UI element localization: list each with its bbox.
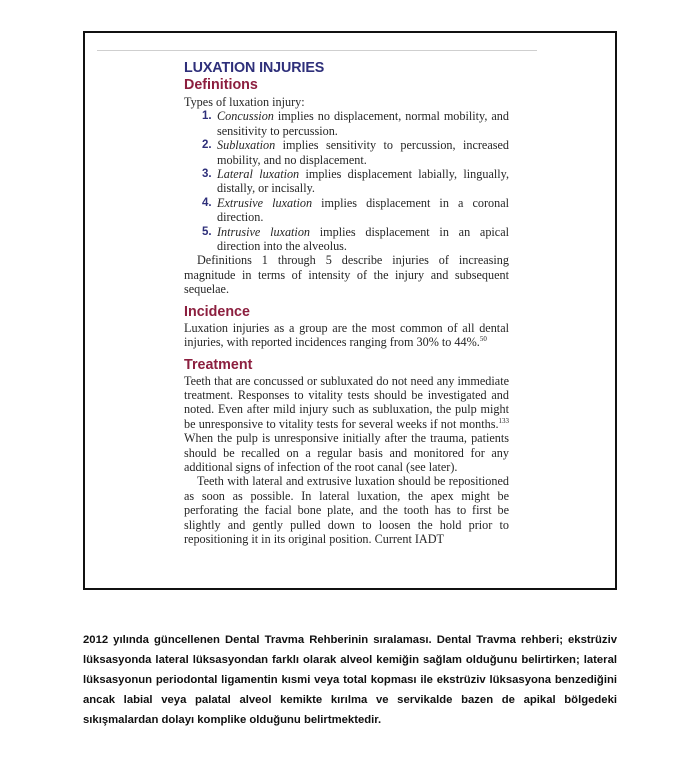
- book-page-image: [83, 31, 617, 590]
- incidence-paragraph: [184, 321, 509, 350]
- list-number: 5.: [202, 225, 212, 238]
- definitions-heading: Definitions: [184, 77, 258, 93]
- term: Intrusive luxation: [217, 224, 311, 239]
- reference-superscript: 133: [498, 416, 509, 425]
- definitions-lead: Types of luxation injury:: [184, 95, 305, 109]
- list-number: 4.: [202, 196, 212, 209]
- reference-superscript: 50: [479, 335, 487, 344]
- list-item: [184, 167, 509, 196]
- book-page-content: [184, 60, 509, 546]
- term: Subluxation: [217, 138, 276, 153]
- treatment-paragraph-1: [184, 374, 509, 475]
- luxation-types-list: [184, 109, 509, 253]
- incidence-text: Luxation injuries as a group are the most common of all dental injuries, with reported incidences ranging from 30% to 44%.: [184, 320, 509, 350]
- list-item: [184, 138, 509, 167]
- term-description: implies displacement in an apical direction into the alveolus.: [217, 224, 510, 254]
- list-number: 1.: [202, 110, 212, 123]
- treatment-heading: Treatment: [184, 356, 253, 373]
- list-number: 3.: [202, 168, 212, 181]
- list-item: [184, 109, 509, 138]
- term-description: implies displacement labially, lingually, distally, or incisally.: [217, 167, 509, 196]
- term-description: implies displacement in a coronal direction.: [217, 195, 510, 225]
- list-item: [184, 196, 509, 225]
- list-number: 2.: [202, 139, 212, 152]
- treatment-text-a: Teeth that are concussed or subluxated do not need any immediate treatment. Responses to vitality tests should be investigated and noted. Even after mild injury such as subluxation, the pulp might be unresponsive to vitality tests for several weeks if not months.: [184, 373, 509, 431]
- treatment-text-b: When the pulp is unresponsive initially after the trauma, patients should be recalled on a regular basis and monitored for any additional signs of infection of the root canal (see later).: [184, 431, 509, 474]
- chapter-title: LUXATION INJURIES: [184, 60, 325, 76]
- incidence-heading: Incidence: [184, 303, 250, 320]
- list-item: [184, 225, 509, 254]
- term: Lateral luxation: [217, 167, 300, 182]
- definitions-closing: Definitions 1 through 5 describe injuries of increasing magnitude in terms of intensity of the injury and subsequent sequelae.: [184, 253, 509, 297]
- term-description: implies sensitivity to percussion, increased mobility, and no displacement.: [217, 138, 509, 167]
- page-top-rule: [97, 50, 537, 51]
- treatment-paragraph-2: Teeth with lateral and extrusive luxation should be repositioned as soon as possible. In lateral luxation, the apex might be perforating the facial bone plate, and the tooth has to first be slightly and gently pulled down to loosen the hold prior to repositioning it in its original position. Current IADT: [184, 474, 509, 546]
- term: Extrusive luxation: [217, 195, 313, 210]
- term-description: implies no displacement, normal mobility, and sensitivity to percussion.: [217, 109, 509, 138]
- figure-caption: 2012 yılında güncellenen Dental Travma Rehberinin sıralaması. Dental Travma rehberi; ekstrüziv lüksasyonda lateral lüksasyondan farklı olarak alveol kemiğin sağlam olduğunu belirtirken; lateral lüksasyonun periodontal ligamentin kısmi veya total kopması ile ekstrüziv lüksasyona benzediğini ancak labial veya palatal alveol kemikte kırılma ve servikalde bazen de apikal bölgedeki sıkışmalardan dolayı komplike olduğunu belirtmektedir.: [83, 634, 617, 726]
- term: Concussion: [217, 109, 274, 124]
